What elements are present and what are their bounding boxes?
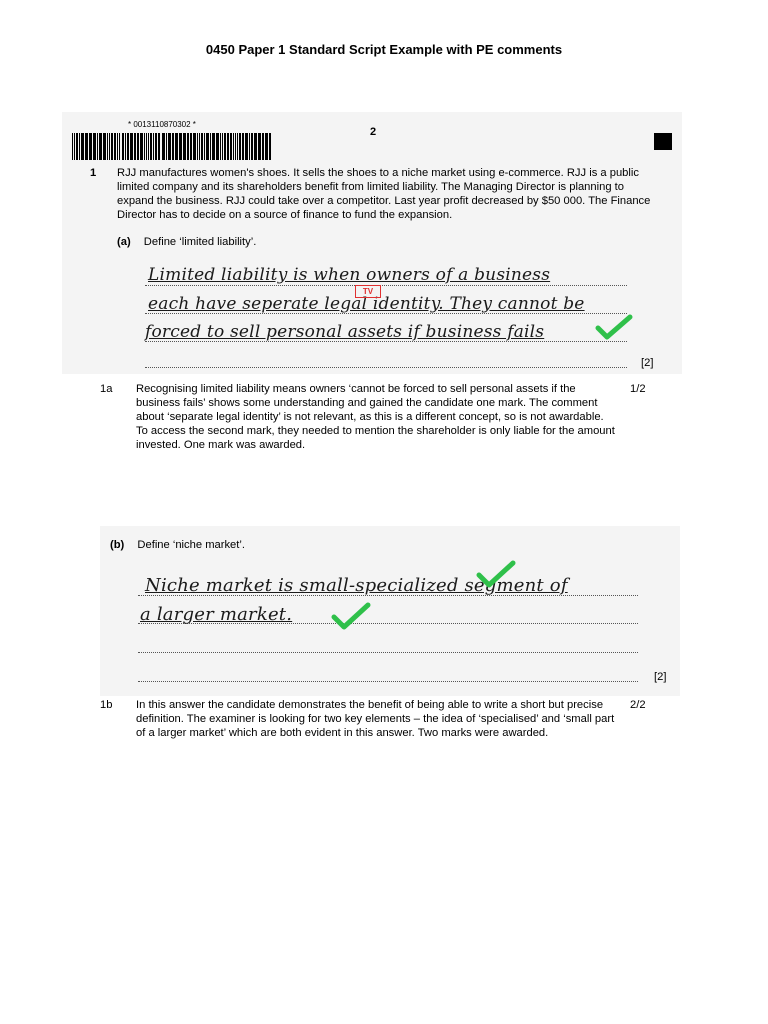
barcode-bar xyxy=(89,133,92,160)
answer-line xyxy=(138,681,638,682)
barcode-bar xyxy=(235,133,236,160)
barcode-bar xyxy=(251,133,253,160)
barcode-bar xyxy=(233,133,234,160)
barcode-bar xyxy=(146,133,147,160)
part-b-heading xyxy=(110,538,245,552)
part-a-prompt: Define ‘limited liability’. xyxy=(143,236,257,248)
barcode-bar xyxy=(148,133,149,160)
handwritten-answer-line: Limited liability is when owners of a business xyxy=(148,265,551,285)
barcode-bar xyxy=(79,133,80,160)
barcode-bar xyxy=(134,133,136,160)
barcode-bar xyxy=(254,133,257,160)
barcode-bar xyxy=(117,133,118,160)
handwritten-answer-line: a larger market. xyxy=(140,604,293,625)
barcode-bar xyxy=(93,133,96,160)
barcode-bar xyxy=(74,133,75,160)
barcode-bar xyxy=(140,133,143,160)
part-a-marks: [2] xyxy=(641,357,654,369)
barcode-bar xyxy=(237,133,238,160)
barcode-bar xyxy=(97,133,98,160)
answer-line xyxy=(138,652,638,653)
barcode-bar xyxy=(216,133,219,160)
barcode-bar xyxy=(99,133,102,160)
barcode-bar xyxy=(137,133,139,160)
barcode-bar xyxy=(72,133,73,160)
barcode-bar xyxy=(183,133,186,160)
barcode-bar xyxy=(220,133,221,160)
barcode-bar xyxy=(212,133,215,160)
barcode xyxy=(72,133,272,160)
barcode-bar xyxy=(249,133,250,160)
barcode-bar xyxy=(206,133,209,160)
barcode-bar xyxy=(265,133,268,160)
barcode-bar xyxy=(245,133,248,160)
comment-text: In this answer the candidate demonstrates the benefit of being able to write a short but precise definition. The examiner is looking for two key elements – the idea of ‘specialised’ and ‘small part of a larger market’ which are both evident in this answer. Two marks were awarded. xyxy=(136,699,615,739)
barcode-bar xyxy=(187,133,189,160)
tv-annotation: TV xyxy=(355,285,381,298)
barcode-bar xyxy=(155,133,157,160)
barcode-bar xyxy=(199,133,200,160)
barcode-bar xyxy=(111,133,113,160)
barcode-bar xyxy=(162,133,165,160)
part-b-marks: [2] xyxy=(654,671,667,683)
part-a-heading xyxy=(117,235,256,249)
barcode-bar xyxy=(239,133,241,160)
barcode-bar xyxy=(130,133,133,160)
check-mark-icon xyxy=(475,558,517,590)
barcode-bar xyxy=(179,133,182,160)
question-stem: RJJ manufactures women's shoes. It sells the shoes to a niche market using e-commerce. RJJ is a public limited company and its shareholders benefit from limited liability. The Managing Director is planning to expand the business. RJJ could take over a competitor. Last year profit decreased by $50 000. The Finance Director has to decide on a source of finance to fund the expansion. xyxy=(117,167,651,221)
barcode-bar xyxy=(109,133,110,160)
barcode-bar xyxy=(125,133,126,160)
comment-score: 2/2 xyxy=(630,699,646,711)
barcode-bar xyxy=(150,133,152,160)
barcode-bar xyxy=(193,133,196,160)
barcode-bar xyxy=(269,133,271,160)
barcode-bar xyxy=(190,133,192,160)
barcode-bar xyxy=(107,133,108,160)
barcode-number: * 0013110870302 * xyxy=(128,120,196,129)
page-number: 2 xyxy=(370,126,377,138)
handwritten-answer-line: each have seperate legal identity. They cannot be xyxy=(148,294,585,314)
barcode-bar xyxy=(127,133,129,160)
barcode-bar xyxy=(119,133,120,160)
barcode-bar xyxy=(76,133,78,160)
comment-label: 1a xyxy=(100,383,113,395)
barcode-bar xyxy=(210,133,211,160)
barcode-bar xyxy=(103,133,106,160)
barcode-bar xyxy=(153,133,154,160)
handwritten-answer-line: Niche market is small-specialized segment of xyxy=(145,575,568,596)
barcode-bar xyxy=(168,133,171,160)
comment-label: 1b xyxy=(100,699,113,711)
barcode-bar xyxy=(224,133,226,160)
barcode-bar xyxy=(201,133,203,160)
barcode-bar xyxy=(227,133,229,160)
answer-line xyxy=(145,285,627,286)
barcode-bar xyxy=(197,133,198,160)
barcode-bar xyxy=(262,133,264,160)
barcode-bar xyxy=(166,133,167,160)
comment-score: 1/2 xyxy=(630,383,646,395)
answer-line xyxy=(145,367,627,368)
barcode-bar xyxy=(122,133,124,160)
registration-mark xyxy=(654,133,672,150)
document-title: 0450 Paper 1 Standard Script Example with PE comments xyxy=(205,42,563,57)
check-mark-icon xyxy=(594,312,634,342)
barcode-bar xyxy=(230,133,232,160)
barcode-bar xyxy=(172,133,174,160)
barcode-bar xyxy=(114,133,116,160)
part-b-prompt: Define ‘niche market’. xyxy=(137,539,245,551)
barcode-bar xyxy=(204,133,205,160)
handwritten-answer-line: forced to sell personal assets if business fails xyxy=(145,322,545,342)
barcode-bar xyxy=(158,133,160,160)
part-a-label: (a) xyxy=(117,236,131,248)
barcode-bar xyxy=(85,133,88,160)
check-mark-icon xyxy=(330,600,372,632)
barcode-bar xyxy=(258,133,261,160)
part-b-label: (b) xyxy=(110,539,125,551)
comment-text: Recognising limited liability means owners ‘cannot be forced to sell personal assets if the business fails’ shows some understanding and gained the candidate one mark. The comment about ‘separate legal identity’ is not relevant, as this is a different concept, so is not awardable. To access the second mark, they needed to mention the shareholder is only liable for the amount invested. One mark was awarded. xyxy=(136,383,615,451)
barcode-bar xyxy=(222,133,223,160)
barcode-bar xyxy=(144,133,145,160)
question-number: 1 xyxy=(90,167,97,179)
barcode-bar xyxy=(242,133,244,160)
barcode-bar xyxy=(175,133,178,160)
barcode-bar xyxy=(81,133,84,160)
